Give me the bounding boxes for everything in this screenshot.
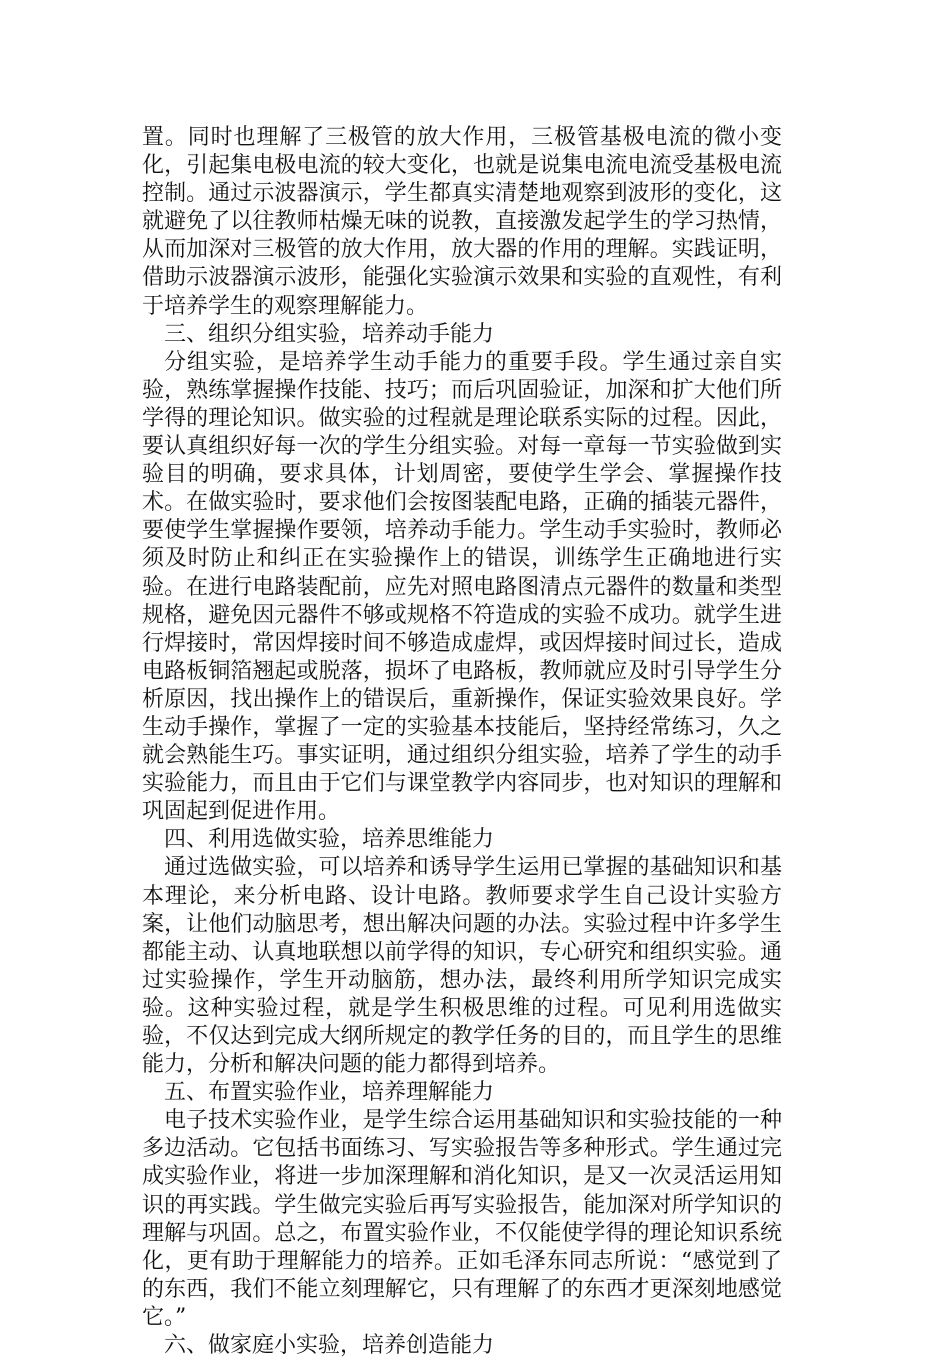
section-heading-3: 三、组织分组实验，培养动手能力 — [164, 321, 495, 347]
paragraph-continuation: 置。同时也理解了三极管的放大作用，三极管基极电流的微小变化，引起集电极电流的较大变化，也就是说集电流电流受基极电流控制。通过示波器演示，学生都真实清楚地观察到波形的变化，这就避免了以往教师枯燥无味的说教，直接激发起学生的学习热情，从而加深对三极管的放大作用，放大器的作用的理解。实践证明，借助示波器演示波形，能强化实验演示效果和实验的直观性，有利于培养学生的观察理解能力。 — [142, 125, 782, 319]
document-body — [142, 124, 782, 1360]
paragraph-optional-experiments: 通过选做实验，可以培养和诱导学生运用已掌握的基础知识和基本理论，来分析电路、设计电路。教师要求学生自己设计实验方案，让他们动脑思考，想出解决问题的办法。实验过程中许多学生都能主动、认真地联想以前学得的知识，专心研究和组织实验。通过实验操作，学生开动脑筋，想办法，最终利用所学知识完成实验。这种实验过程，就是学生积极思维的过程。可见利用选做实验，不仅达到完成大纲所规定的教学任务的目的，而且学生的思维能力，分析和解决问题的能力都得到培养。 — [142, 855, 782, 1078]
section-heading-4: 四、利用选做实验，培养思维能力 — [164, 827, 495, 853]
section-heading-5: 五、布置实验作业，培养理解能力 — [164, 1080, 495, 1106]
paragraph-group-experiments: 分组实验，是培养学生动手能力的重要手段。学生通过亲自实验，熟练掌握操作技能、技巧；而后巩固验证，加深和扩大他们所学得的理论知识。做实验的过程就是理论联系实际的过程。因此，要认真组织好每一次的学生分组实验。对每一章每一节实验做到实验目的明确，要求具体，计划周密，要使学生学会、掌握操作技术。在做实验时，要求他们会按图装配电路，正确的插装元器件，要使学生掌握操作要领，培养动手能力。学生动手实验时，教师必须及时防止和纠正在实验操作上的错误，训练学生正确地进行实验。在进行电路装配前，应先对照电路图清点元器件的数量和类型规格，避免因元器件不够或规格不符造成的实验不成功。就学生进行焊接时，常因焊接时间不够造成虚焊，或因焊接时间过长，造成电路板铜箔翘起或脱落，损坏了电路板，教师就应及时引导学生分析原因，找出操作上的错误后，重新操作，保证实验效果良好。学生动手操作，掌握了一定的实验基本技能后，坚持经常练习，久之就会熟能生巧。事实证明，通过组织分组实验，培养了学生的动手实验能力，而且由于它们与课堂教学内容同步，也对知识的理解和巩固起到促进作用。 — [142, 349, 782, 825]
paragraph-experiment-homework: 电子技术实验作业，是学生综合运用基础知识和实验技能的一种多边活动。它包括书面练习、写实验报告等多种形式。学生通过完成实验作业，将进一步加深理解和消化知识，是又一次灵活运用知识的再实践。学生做完实验后再写实验报告，能加深对所学知识的理解与巩固。总之，布置实验作业，不仅能使学得的理论知识系统化，更有助于理解能力的培养。正如毛泽东同志所说：“感觉到了的东西，我们不能立刻理解它，只有理解了的东西才更深刻地感觉它。” — [142, 1108, 782, 1330]
section-heading-6: 六、做家庭小实验，培养创造能力 — [164, 1333, 495, 1359]
